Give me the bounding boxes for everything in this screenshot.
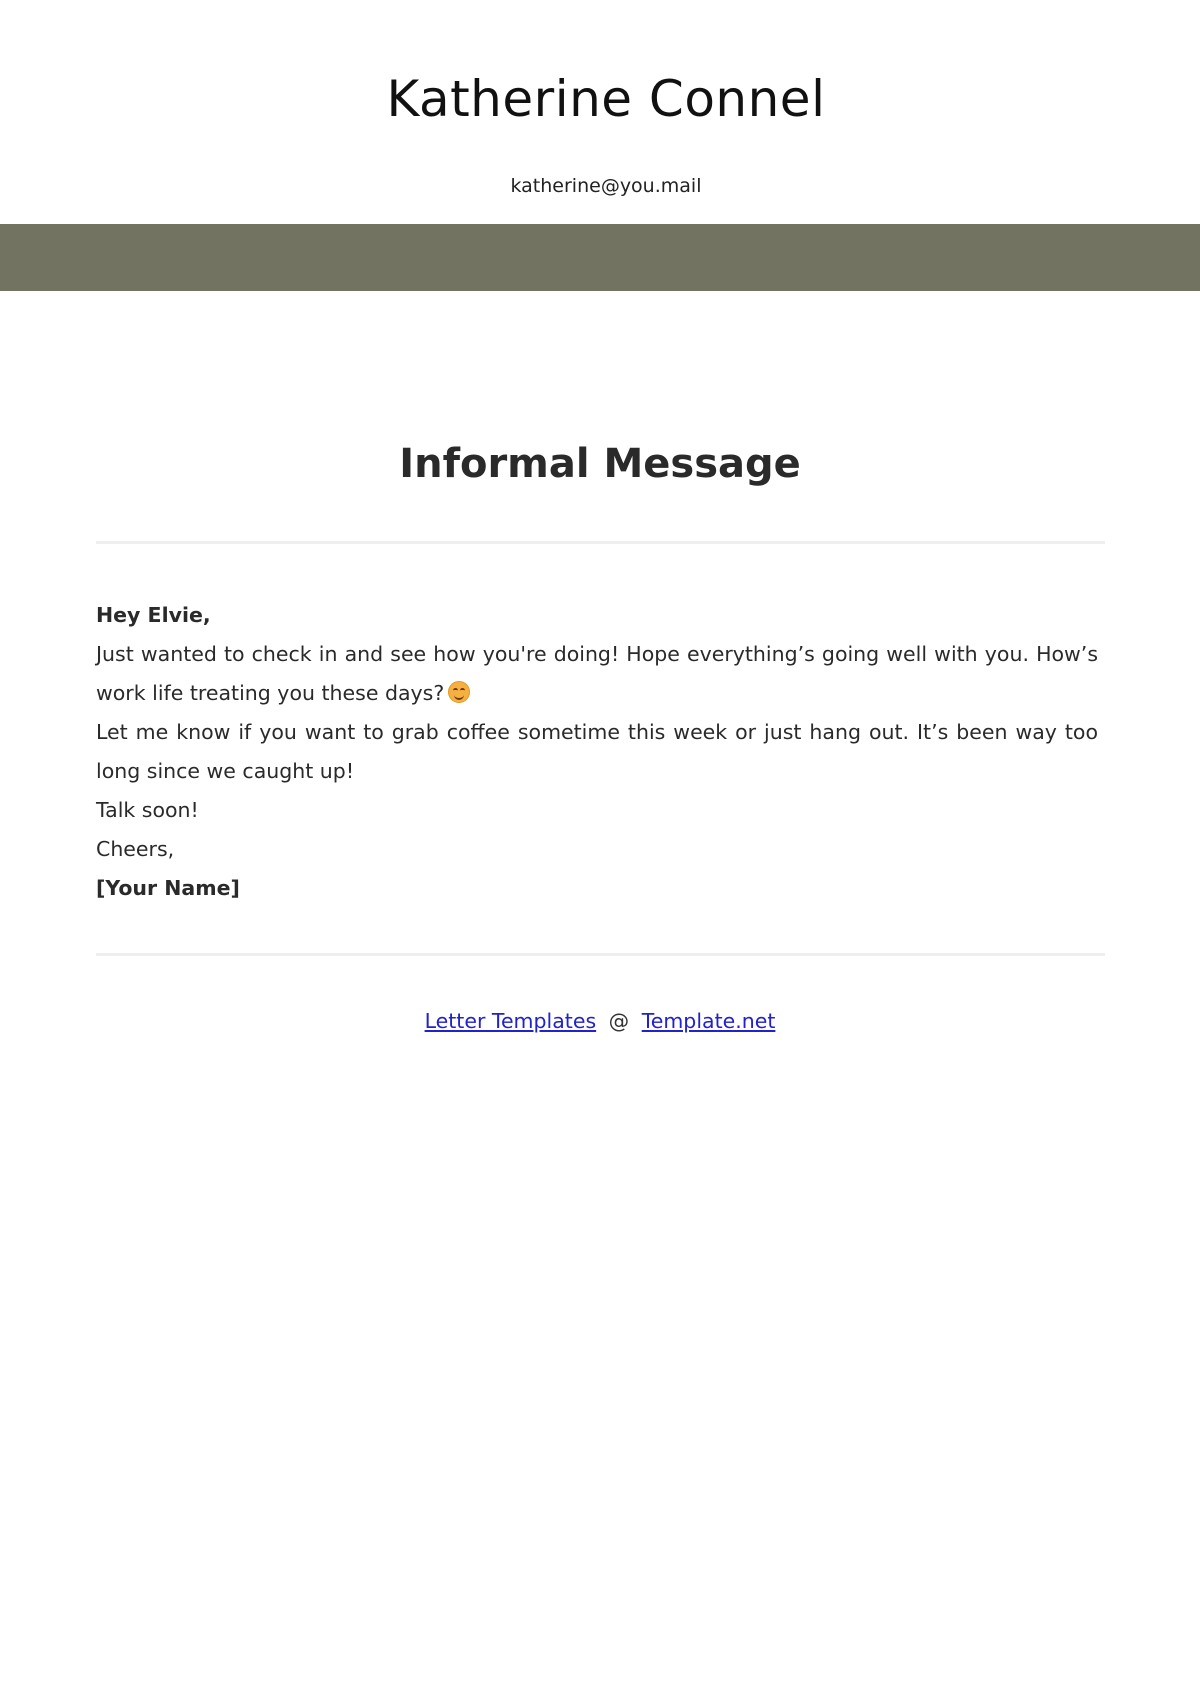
paragraph-1-text: Just wanted to check in and see how you're doing! Hope everything’s going well with you. How’s work life treating you these days?	[96, 642, 1098, 705]
signature: [Your Name]	[96, 876, 240, 900]
letter-templates-link[interactable]: Letter Templates	[424, 1009, 597, 1033]
sender-name: Katherine Connel	[386, 70, 826, 128]
letter-body	[96, 596, 1098, 908]
header-banner	[0, 224, 1200, 291]
sign-off-cheers: Cheers,	[96, 837, 175, 861]
footer-separator: @	[608, 1009, 630, 1033]
top-divider	[96, 541, 1105, 544]
paragraph-1	[96, 635, 1098, 713]
bottom-divider	[96, 953, 1105, 956]
smiling-face-icon	[448, 681, 470, 703]
paragraph-2: Let me know if you want to grab coffee sometime this week or just hang out. It’s been way too long since we caught up!	[96, 720, 1098, 783]
sign-off-talk-soon: Talk soon!	[96, 798, 199, 822]
greeting: Hey Elvie,	[96, 603, 211, 627]
document-title: Informal Message	[399, 441, 801, 487]
footer	[0, 1009, 1200, 1033]
sender-email: katherine@you.mail	[510, 175, 702, 197]
template-net-link[interactable]: Template.net	[641, 1009, 776, 1033]
